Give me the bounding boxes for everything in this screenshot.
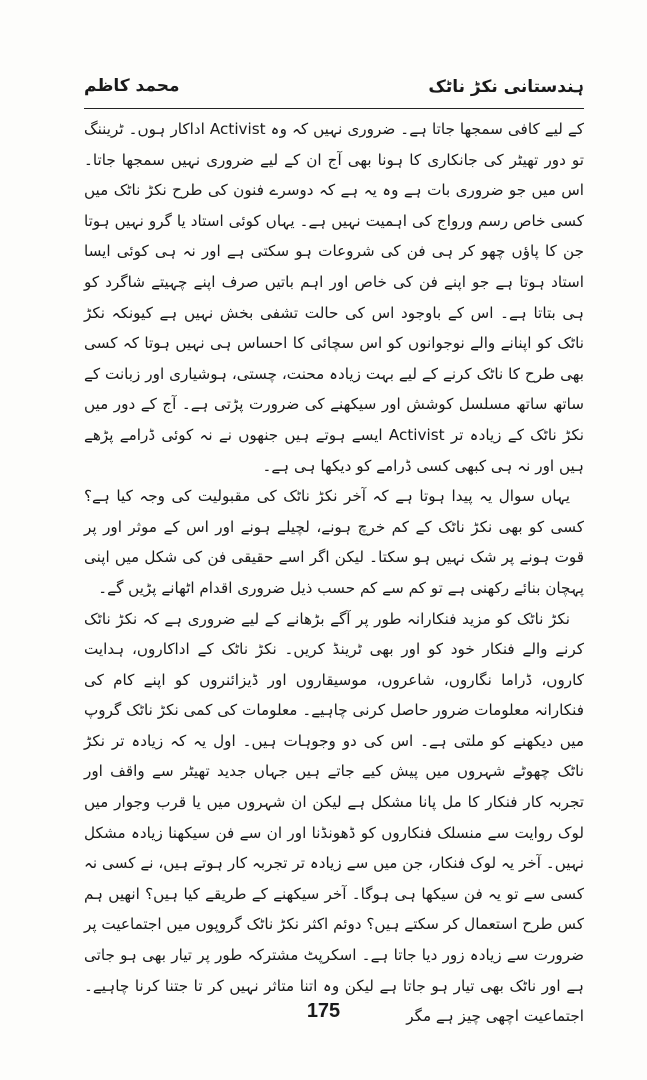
page-number: 175 (306, 1000, 341, 1022)
book-title: ہندستانی نکڑ ناٹک (428, 77, 584, 97)
author-name: محمد کاظم (84, 76, 180, 96)
paragraph-1: کے لیے کافی سمجھا جاتا ہے۔ ضروری نہیں کہ وہ Activist اداکار ہوں۔ ٹریننگ تو دور تھیٹر کی جانکاری کا ہونا بھی آج ان کے لیے ضروری نہیں سمجھا جاتا۔ اس میں جو ضروری بات ہے وہ یہ ہے کہ دوسرے فنون کی طرح نکڑ ناٹک میں کسی خاص رسم ورواج کی اہمیت نہیں ہے۔ یہاں کوئی استاد یا گرو نہیں ہوتا جن کا پاؤں چھو کر ہی فن کی شروعات ہو سکتی ہے اور نہ ہی کوئی ایسا استاد ہوتا ہے جو اپنے فن کی خاص اور اہم باتیں صرف اپنے چہیتے شاگرد کو ہی بتاتا ہے۔ اس کے باوجود اس کی حالت تشفی بخش نہیں ہے کیونکہ نکڑ ناٹک کو اپنانے والے نوجوانوں کو اس سچائی کا احساس ہی نہیں ہوتا کہ کسی بھی طرح کا ناٹک کرنے کے لیے بہت زیادہ محنت، چستی، ہوشیاری اور زبانت کے ساتھ ساتھ مسلسل کوشش اور سیکھنے کی ضرورت پڑتی ہے۔ آج کے دور میں نکڑ ناٹک کے زیادہ تر Activist ایسے ہوتے ہیں جنھوں نے نہ کوئی ڈرامے پڑھے ہیں اور نہ ہی کبھی کسی ڈرامے کو دیکھا ہی ہے۔ (84, 120, 584, 475)
running-head (84, 76, 584, 106)
header-rule (84, 108, 584, 109)
paragraph-2: یہاں سوال یہ پیدا ہوتا ہے کہ آخر نکڑ ناٹک کی مقبولیت کی وجہ کیا ہے؟ کسی کو بھی نکڑ ناٹک کے کم خرچ ہونے، لچیلے ہونے اور اس کے موثر اور پر قوت ہونے پر شک نہیں ہو سکتا۔ لیکن اگر اسے حقیقی فن کی شکل میں اپنی پہچان بنائے رکھنی ہے تو کم سے کم حسب ذیل ضروری اقدام اٹھانے پڑیں گے۔ (84, 487, 584, 597)
body-text (84, 114, 584, 1032)
paragraph-3: نکڑ ناٹک کو مزید فنکارانہ طور پر آگے بڑھانے کے لیے ضروری ہے کہ نکڑ ناٹک کرنے والے فنکار خود کو اور بھی ٹرینڈ کریں۔ نکڑ ناٹک کے اداکاروں، ہدایت کاروں، ڈراما نگاروں، شاعروں، موسیقاروں اور ڈیزائنروں کو اپنے کام کی فنکارانہ معلومات ضرور حاصل کرنی چاہیے۔ معلومات کی کمی نکڑ ناٹک گروپ میں دیکھنے کو ملتی ہے۔ اس کی دو وجوہات ہیں۔ اول یہ کہ زیادہ تر نکڑ ناٹک چھوٹے شہروں میں پیش کیے جاتے ہیں جہاں جدید تھیٹر سے واقف اور تجربہ کار فنکار کا مل پانا مشکل ہے لیکن ان شہروں میں یا قرب وجوار میں لوک روایت سے منسلک فنکاروں کو ڈھونڈنا اور ان سے فن سیکھنا زیادہ مشکل نہیں۔ آخر یہ لوک فنکار، جن میں سے زیادہ تر تجربہ کار ہوتے ہیں، نے کسی نہ کسی سے تو یہ فن سیکھا ہی ہوگا۔ آخر سیکھنے کے طریقے کیا ہیں؟ انھیں ہم کس طرح استعمال کر سکتے ہیں؟ دوئم اکثر نکڑ ناٹک گروپوں میں اجتماعیت پر ضرورت سے زیادہ زور دیا جاتا ہے۔ اسکرپٹ مشترکہ طور پر تیار بھی ہو جاتی ہے اور ناٹک بھی تیار ہو جاتا ہے لیکن وہ اتنا متاثر نہیں کر تا جتنا کرنا چاہیے۔ اجتماعیت اچھی چیز ہے مگر (84, 609, 584, 1026)
